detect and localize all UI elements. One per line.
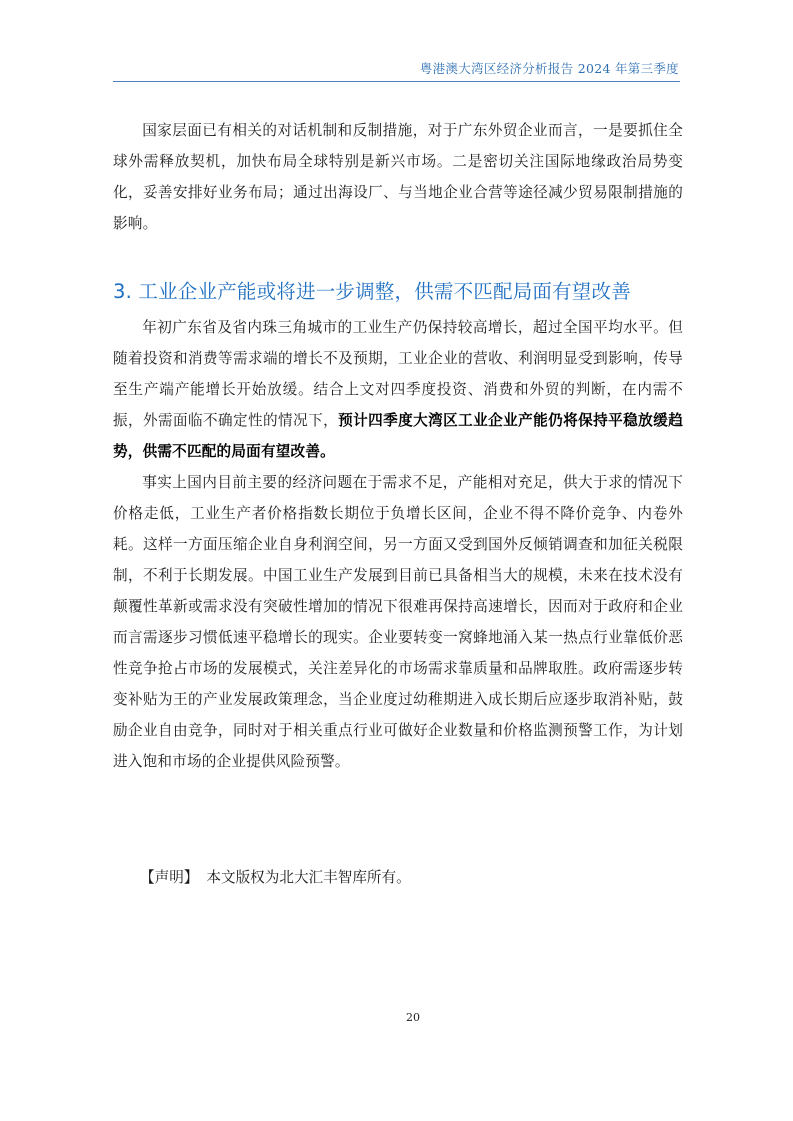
intro-paragraph: 国家层面已有相关的对话机制和反制措施，对于广东外贸企业而言，一是要抓住全球外需释放契机，加快布局全球特别是新兴市场。二是密切关注国际地缘政治局势变化，妥善安排好业务布局；通过出海设厂、与当地企业合营等途径减少贸易限制措施的影响。 xyxy=(113,122,683,232)
paragraph-1-bold-conclusion: 预计四季度大湾区工业企业产能仍将保持平稳放缓趋势，供需不匹配的局面有望改善。 xyxy=(113,412,683,460)
page-number: 20 xyxy=(406,1011,420,1024)
notice-text: 本文版权为北大汇丰智库所有。 xyxy=(206,869,411,886)
report-header-title: 粤港澳大湾区经济分析报告 2024 年第三季度 xyxy=(419,61,679,76)
header-divider xyxy=(113,81,680,82)
paragraph-1-text: 年初广东省及省内珠三角城市的工业生产仍保持较高增长，超过全国平均水平。但随着投资和消费等需求端的增长不及预期，工业企业的营收、利润明显受到影响，传导至生产端产能增长开始放缓。结合上文对四季度投资、消费和外贸的判断，在内需不振，外需面临不确定性的情况下， xyxy=(113,319,683,429)
copyright-notice xyxy=(140,866,411,887)
notice-label: 【声明】 xyxy=(140,869,199,886)
section-paragraph-1 xyxy=(113,312,683,467)
section-heading: 3. 工业企业产能或将进一步调整，供需不匹配局面有望改善 xyxy=(113,280,631,303)
section-paragraph-2: 事实上国内目前主要的经济问题在于需求不足，产能相对充足，供大于求的情况下价格走低，工业生产者价格指数长期位于负增长区间，企业不得不降价竞争、内卷外耗。这样一方面压缩企业自身利润空间，另一方面又受到国外反倾销调查和加征关税限制，不利于长期发展。中国工业生产发展到目前已具备相当大的规模，未来在技术没有颠覆性革新或需求没有突破性增加的情况下很难再保持高速增长，因而对于政府和企业而言需逐步习惯低速平稳增长的现实。企业要转变一窝蜂地涌入某一热点行业靠低价恶性竞争抢占市场的发展模式，关注差异化的市场需求靠质量和品牌取胜。政府需逐步转变补贴为王的产业发展政策理念，当企业度过幼稚期进入成长期后应逐步取消补贴，鼓励企业自由竞争，同时对于相关重点行业可做好企业数量和价格监测预警工作，为计划进入饱和市场的企业提供风险预警。 xyxy=(113,474,683,770)
